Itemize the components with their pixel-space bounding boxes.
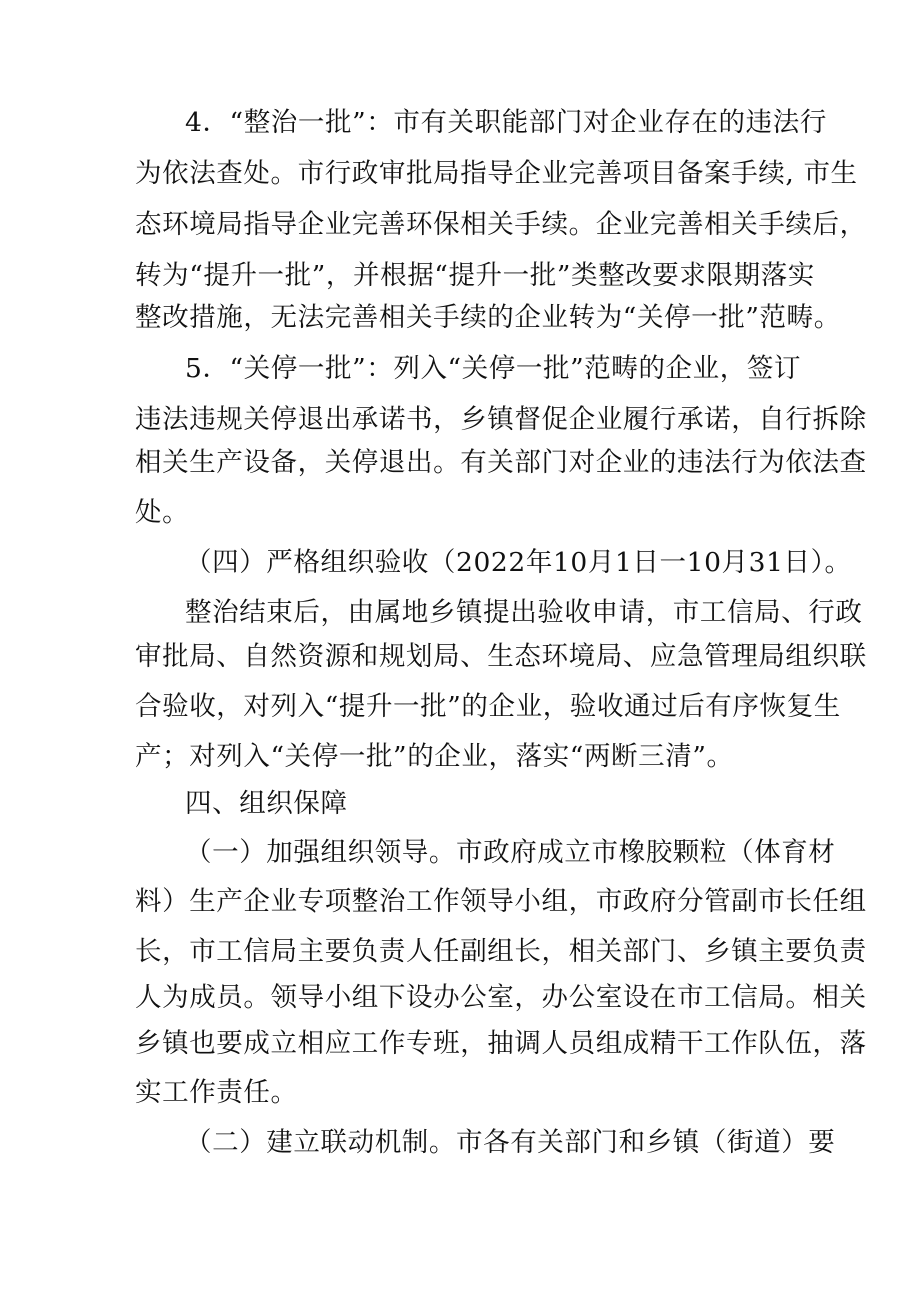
paragraph-4-line-1: 4．“整治一批”：市有关职能部门对企业存在的违法行 (185, 107, 827, 138)
paragraph-5-line-2: 违法违规关停退出承诺书，乡镇督促企业履行承诺，自行拆除 (135, 404, 867, 435)
linkage-mechanism-line-1: （二）建立联动机制。市各有关部门和乡镇（街道）要 (185, 1127, 836, 1158)
acceptance-paragraph-line-3: 合验收，对列入“提升一批”的企业，验收通过后有序恢复生 (135, 691, 841, 722)
leadership-paragraph-line-5: 乡镇也要成立相应工作专班，抽调人员组成精干工作队伍，落 (135, 1028, 867, 1059)
leadership-paragraph-line-6: 实工作责任。 (135, 1077, 298, 1108)
paragraph-4-line-2: 为依法查处。市行政审批局指导企业完善项目备案手续, 市生 (135, 158, 858, 189)
paragraph-4-line-4: 转为“提升一批”，并根据“提升一批”类整改要求限期落实 (135, 260, 815, 291)
leadership-paragraph-line-2: 料）生产企业专项整治工作领导小组，市政府分管副市长任组 (135, 886, 867, 917)
acceptance-paragraph-line-1: 整治结束后，由属地乡镇提出验收申请，市工信局、行政 (185, 597, 863, 628)
paragraph-4-line-5: 整改措施，无法完善相关手续的企业转为“关停一批”范畴。 (135, 302, 841, 333)
paragraph-5-line-4: 处。 (135, 497, 190, 528)
leadership-paragraph-line-1: （一）加强组织领导。市政府成立市橡胶颗粒（体育材 (185, 837, 836, 868)
organization-guarantee-heading: 四、组织保障 (185, 788, 348, 819)
acceptance-paragraph-line-4: 产；对列入“关停一批”的企业，落实“两断三清”。 (135, 741, 734, 772)
paragraph-4-line-3: 态环境局指导企业完善环保相关手续。企业完善相关手续后， (135, 209, 867, 240)
section-4-heading: （四）严格组织验收（2022年10月1日一10月31日）。 (185, 547, 852, 578)
leadership-paragraph-line-3: 长，市工信局主要负责人任副组长，相关部门、乡镇主要负责 (135, 936, 867, 967)
leadership-paragraph-line-4: 人为成员。领导小组下设办公室，办公室设在市工信局。相关 (135, 982, 867, 1013)
paragraph-5-line-3: 相关生产设备，关停退出。有关部门对企业的违法行为依法查 (135, 447, 867, 478)
acceptance-paragraph-line-2: 审批局、自然资源和规划局、生态环境局、应急管理局组织联 (135, 641, 867, 672)
paragraph-5-line-1: 5．“关停一批”：列入“关停一批”范畴的企业，签订 (185, 353, 802, 384)
